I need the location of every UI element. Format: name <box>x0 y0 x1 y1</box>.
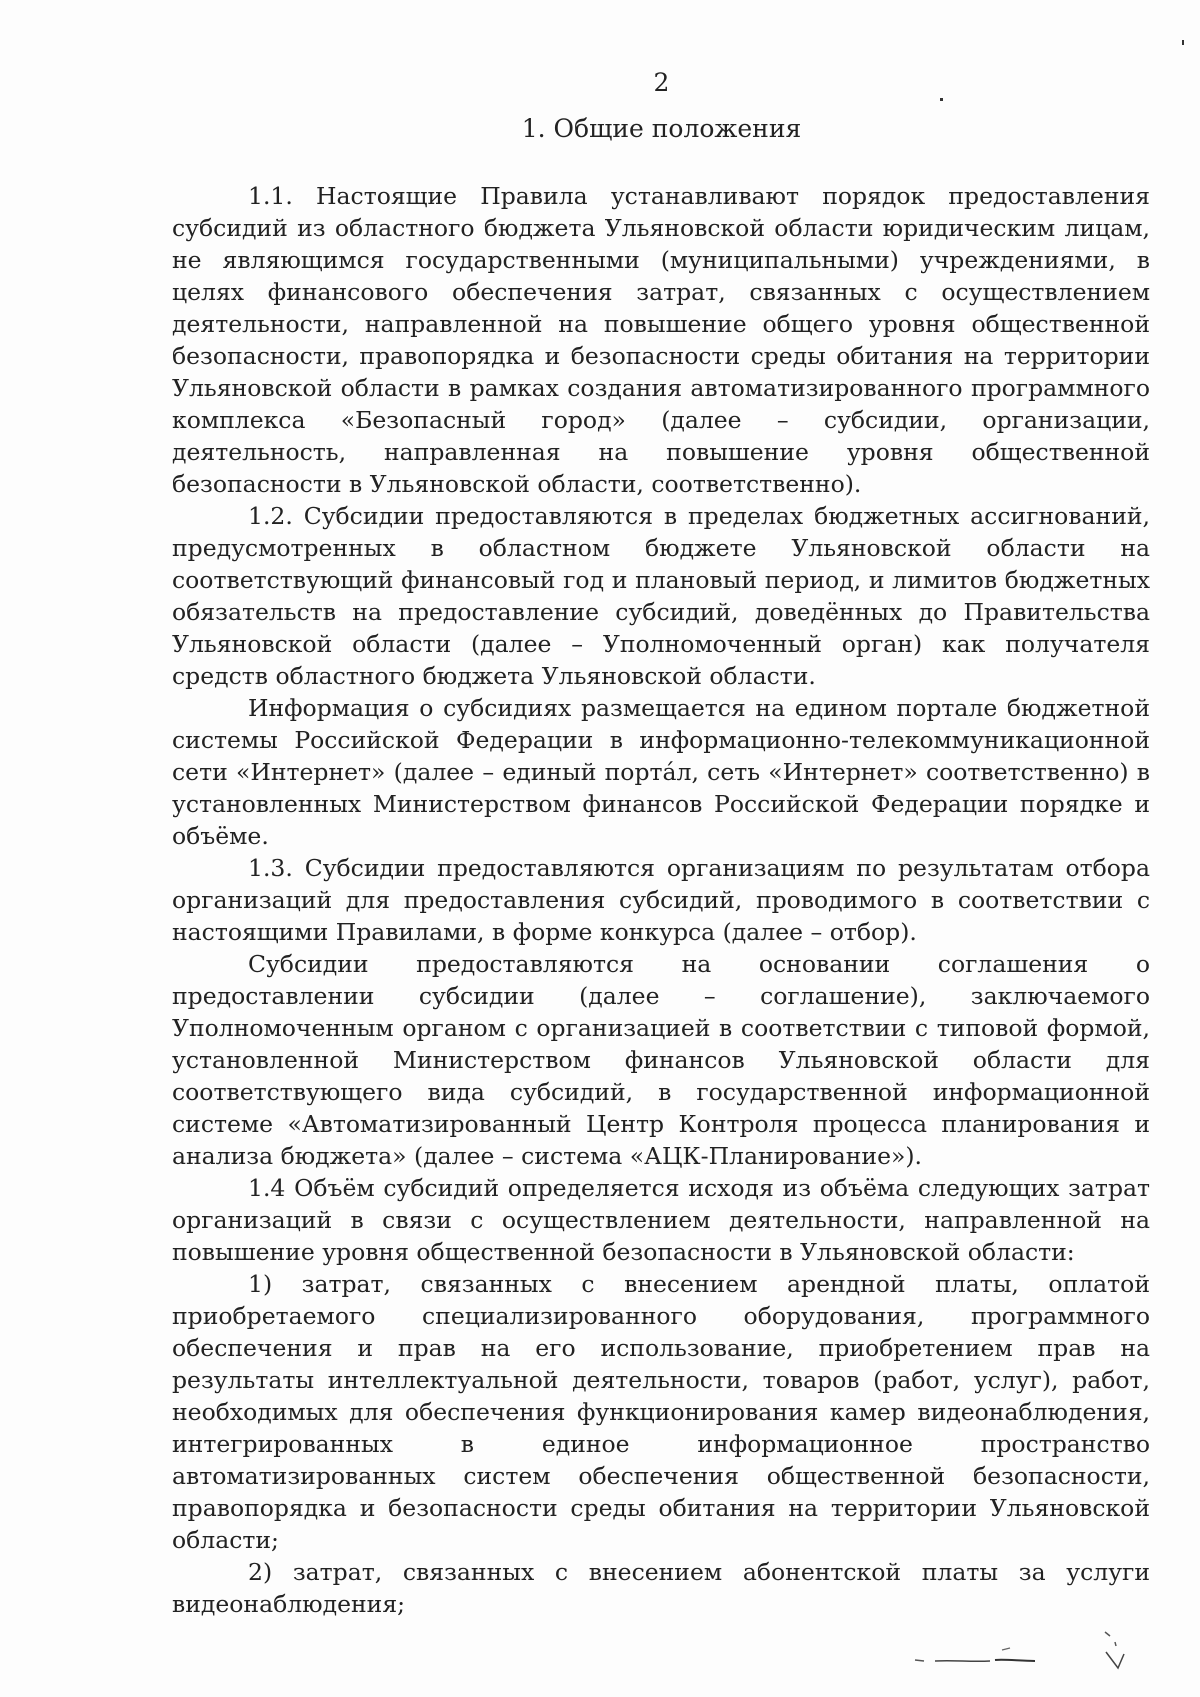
list-item-1: 1) затрат, связанных с внесением арендной платы, оплатой приобретаемого специализированного оборудования, программного обеспечения и прав на его использование, приобретением прав на результаты интеллектуальной деятельности, товаров (работ, услуг), работ, необходимых для обеспечения функционирования камер видеонаблюдения, интегрированных в единое информационное пространство автоматизированных систем обеспечения общественной безопасности, правопорядка и безопасности среды обитания на территории Ульяновской области; <box>172 1270 1150 1554</box>
initials-scribble <box>910 1620 1140 1680</box>
scan-dot-top <box>940 98 943 101</box>
document-body <box>172 180 1150 1620</box>
paragraph-1-4: 1.4 Объём субсидий определяется исходя из объёма следующих затрат организаций в связи с осуществлением деятельности, направленной на повышение уровня общественной безопасности в Ульяновской области: <box>172 1174 1150 1266</box>
paragraph-portal-info: Информация о субсидиях размещается на едином портале бюджетной системы Российской Федерации в информационно-телекоммуникационной сети «Интернет» (далее – единый портáл, сеть «Интернет» соответственно) в установленных Министерством финансов Российской Федерации порядке и объёме. <box>172 694 1150 850</box>
section-title: 1. Общие положения <box>521 114 802 143</box>
page-number: 2 <box>653 68 670 97</box>
paragraph-1-1: 1.1. Настоящие Правила устанавливают порядок предоставления субсидий из областного бюджета Ульяновской области юридическим лицам, не являющимся государственными (муниципальными) учреждениями, в целях финансового обеспечения затрат, связанных с осуществлением деятельности, направленной на повышение общего уровня общественной безопасности, правопорядка и безопасности среды обитания на территории Ульяновской области в рамках создания автоматизированного программного комплекса «Безопасный город» (далее – субсидии, организации, деятельность, направленная на повышение уровня общественной безопасности в Ульяновской области, соответственно). <box>172 182 1150 498</box>
paragraph-1-2: 1.2. Субсидии предоставляются в пределах бюджетных ассигнований, предусмотренных в областном бюджете Ульяновской области на соответствующий финансовый год и плановый период, и лимитов бюджетных обязательств на предоставление субсидий, доведённых до Правительства Ульяновской области (далее – Уполномоченный орган) как получателя средств областного бюджета Ульяновской области. <box>172 502 1150 690</box>
paragraph-agreement: Субсидии предоставляются на основании соглашения о предоставлении субсидии (далее – соглашение), заключаемого Уполномоченным органом с организацией в соответствии с типовой формой, установленной Министерством финансов Ульяновской области для соответствующего вида субсидий, в государственной информационной системе «Автоматизированный Центр Контроля процесса планирования и анализа бюджета» (далее – система «АЦК-Планирование»). <box>172 950 1150 1170</box>
scan-dot-edge <box>1182 40 1184 45</box>
paragraph-1-3: 1.3. Субсидии предоставляются организациям по результатам отбора организаций для предоставления субсидий, проводимого в соответствии с настоящими Правилами, в форме конкурса (далее – отбор). <box>172 854 1150 946</box>
list-item-2: 2) затрат, связанных с внесением абонентской платы за услуги видеонаблюдения; <box>172 1558 1150 1618</box>
